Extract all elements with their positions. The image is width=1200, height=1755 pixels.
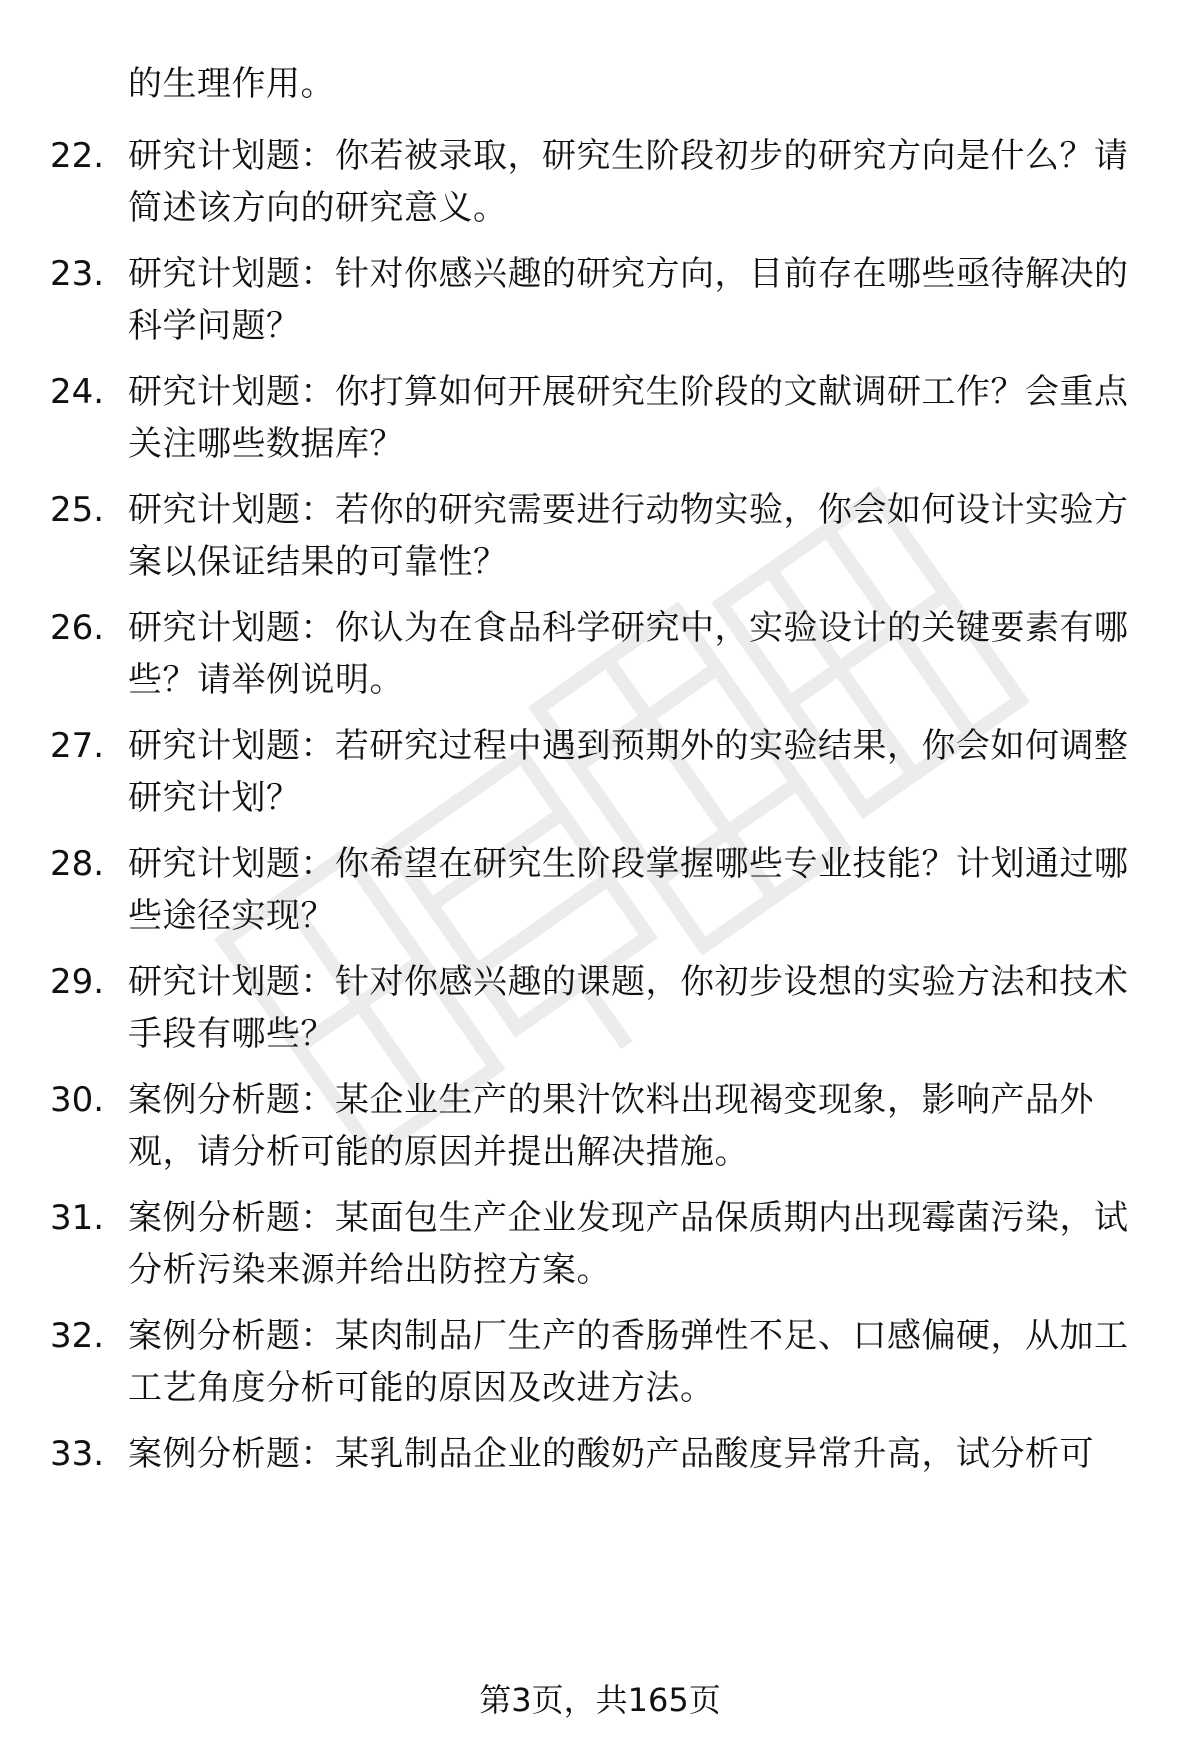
question-text: 研究计划题：你希望在研究生阶段掌握哪些专业技能？计划通过哪些途径实现？: [128, 844, 1129, 936]
question-number: 32.: [50, 1316, 105, 1356]
question-number: 28.: [50, 844, 105, 884]
question-text: 研究计划题：你若被录取，研究生阶段初步的研究方向是什么？请简述该方向的研究意义。: [128, 136, 1129, 228]
question-number: 31.: [50, 1198, 105, 1238]
question-text: 研究计划题：针对你感兴趣的课题，你初步设想的实验方法和技术手段有哪些？: [128, 962, 1129, 1054]
question-text: 研究计划题：若研究过程中遇到预期外的实验结果，你会如何调整研究计划？: [128, 726, 1129, 818]
question-text: 研究计划题：若你的研究需要进行动物实验，你会如何设计实验方案以保证结果的可靠性？: [128, 490, 1129, 582]
question-number: 23.: [50, 254, 105, 294]
question-number: 22.: [50, 136, 105, 176]
question-text: 案例分析题：某企业生产的果汁饮料出现褐变现象，影响产品外观，请分析可能的原因并提出解决措施。: [128, 1080, 1094, 1172]
question-text: 案例分析题：某肉制品厂生产的香肠弹性不足、口感偏硬，从加工工艺角度分析可能的原因及改进方法。: [128, 1316, 1129, 1408]
question-number: 27.: [50, 726, 105, 766]
question-number: 33.: [50, 1434, 105, 1474]
continuation-text: 的生理作用。: [128, 64, 335, 104]
question-number: 25.: [50, 490, 105, 530]
question-text: 案例分析题：某面包生产企业发现产品保质期内出现霉菌污染，试分析污染来源并给出防控方案。: [128, 1198, 1129, 1290]
question-number: 24.: [50, 372, 105, 412]
question-text: 研究计划题：针对你感兴趣的研究方向，目前存在哪些亟待解决的科学问题？: [128, 254, 1129, 346]
page-footer: 第3页，共165页: [479, 1681, 721, 1719]
question-text: 案例分析题：某乳制品企业的酸奶产品酸度异常升高，试分析可: [128, 1434, 1094, 1474]
question-text: 研究计划题：你打算如何开展研究生阶段的文献调研工作？会重点关注哪些数据库？: [128, 372, 1129, 464]
question-text: 研究计划题：你认为在食品科学研究中，实验设计的关键要素有哪些？请举例说明。: [128, 608, 1129, 700]
question-number: 29.: [50, 962, 105, 1002]
question-number: 30.: [50, 1080, 105, 1120]
question-number: 26.: [50, 608, 105, 648]
